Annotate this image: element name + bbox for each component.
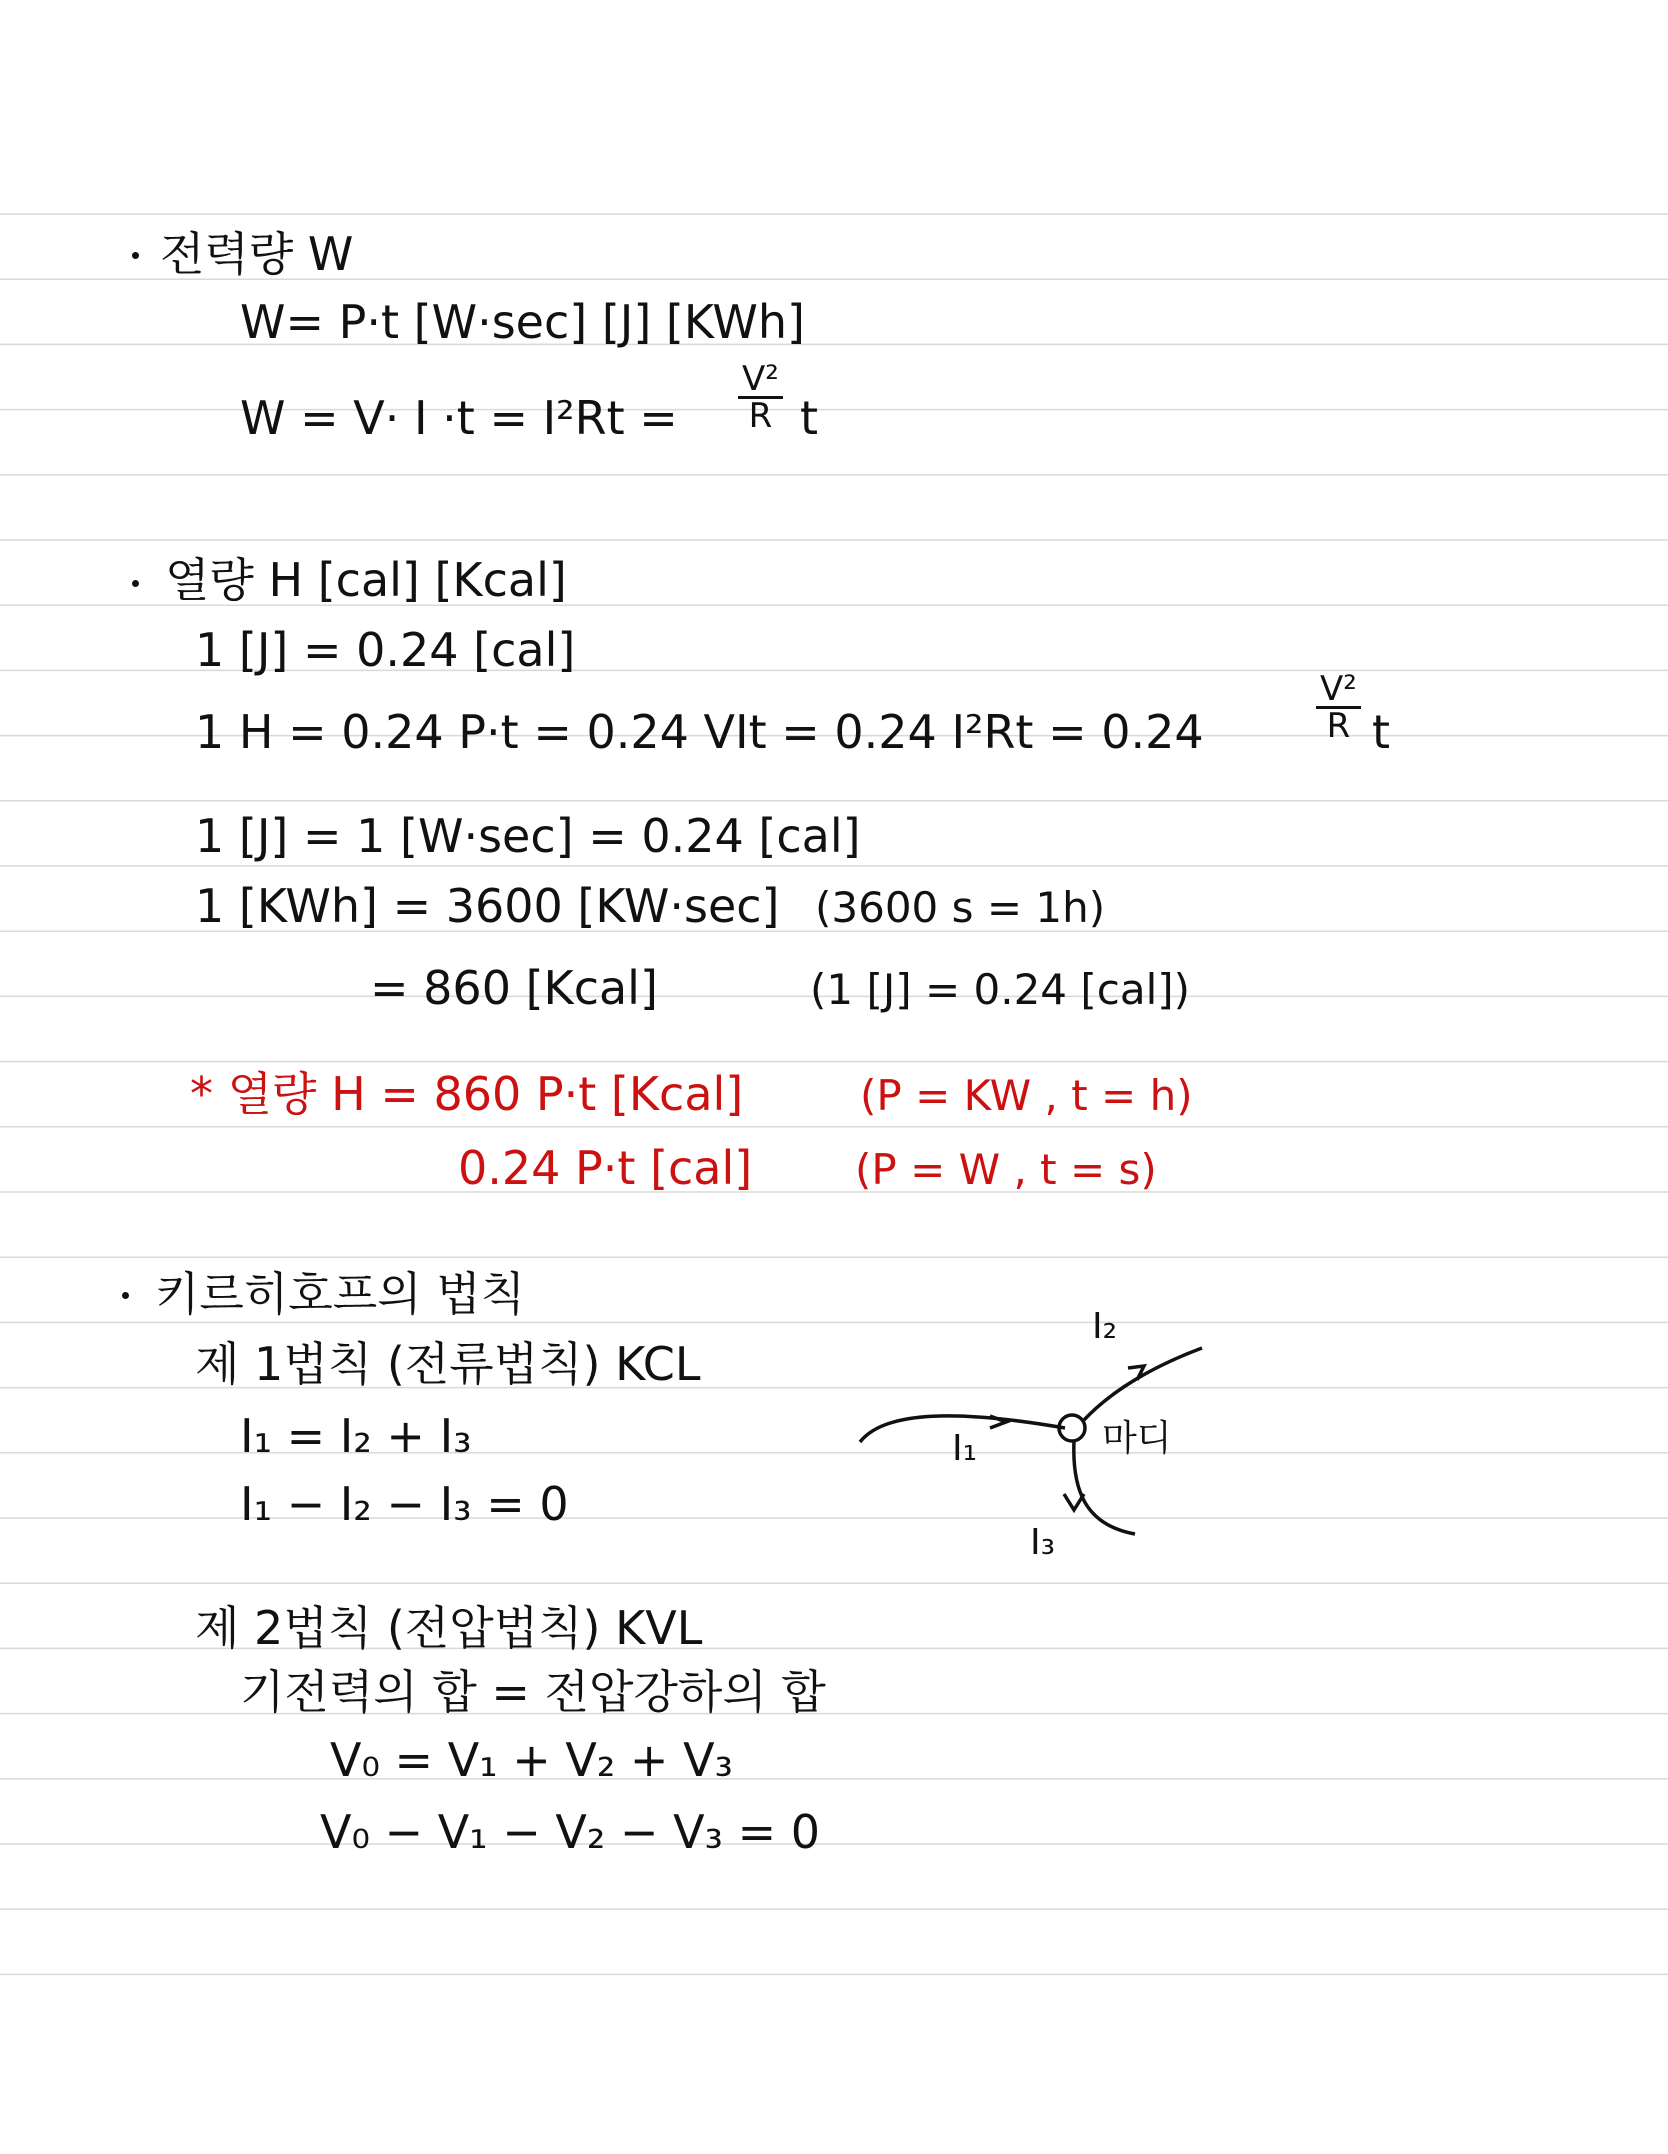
kcl-title: 제 1법칙 (전류법칙) KCL (195, 1337, 701, 1391)
kcl-equation-2: I₁ − I₂ − I₃ = 0 (240, 1477, 569, 1531)
diagram-label-i2: I₂ (1092, 1306, 1118, 1347)
fraction-numerator: V² (738, 362, 783, 399)
heat-formula-4: 1 [KWh] = 3600 [KW·sec] (195, 879, 780, 933)
heat-summary-red-2: 0.24 P·t [cal] (458, 1141, 753, 1195)
energy-heading: 전력량 W (160, 227, 354, 281)
heat-summary-red-1-note: (P = KW , t = h) (860, 1071, 1193, 1120)
energy-formula-2: W = V· I ·t = I²Rt = (240, 391, 678, 445)
heat-formula-5-note: (1 [J] = 0.24 [cal]) (810, 965, 1191, 1014)
kvl-equation-2: V₀ − V₁ − V₂ − V₃ = 0 (320, 1805, 821, 1859)
heat-fraction (1316, 669, 1361, 746)
kcl-equation-1: I₁ = I₂ + I₃ (240, 1409, 472, 1463)
fraction-numerator: V² (1316, 672, 1361, 709)
fraction-denominator: R (1326, 706, 1351, 746)
energy-formula-2-tail: t (800, 391, 819, 445)
arrow-i3-icon (1064, 1494, 1084, 1510)
diagram-label-i3: I₃ (1030, 1522, 1056, 1563)
kirchhoff-heading: 키르히호프의 법칙 (155, 1267, 526, 1321)
heat-formula-1: 1 [J] = 0.24 [cal] (195, 623, 576, 677)
heat-formula-4-note: (3600 s = 1h) (815, 883, 1106, 932)
heat-summary-red-1: * 열량 H = 860 P·t [Kcal] (190, 1067, 744, 1121)
heat-formula-2-tail: t (1372, 705, 1391, 759)
energy-fraction (738, 359, 783, 436)
kvl-title: 제 2법칙 (전압법칙) KVL (195, 1601, 703, 1655)
heat-formula-2: 1 H = 0.24 P·t = 0.24 VIt = 0.24 I²Rt = 0.24 (195, 705, 1204, 759)
kcl-node-diagram (840, 1300, 1260, 1590)
diagram-node-label: 마디 (1102, 1418, 1172, 1459)
bullet-heat (132, 580, 139, 587)
heat-summary-red-2-note: (P = W , t = s) (855, 1145, 1157, 1194)
kvl-equation-1: V₀ = V₁ + V₂ + V₃ (330, 1733, 733, 1787)
bullet-kirchhoff (122, 1292, 129, 1299)
bullet-energy (132, 252, 139, 259)
heat-formula-3: 1 [J] = 1 [W·sec] = 0.24 [cal] (195, 809, 861, 863)
kvl-description: 기전력의 합 = 전압강하의 합 (240, 1665, 826, 1719)
heat-heading: 열량 H [cal] [Kcal] (165, 553, 567, 607)
diagram-label-i1: I₁ (952, 1428, 978, 1469)
fraction-denominator: R (748, 396, 773, 436)
energy-formula-1: W= P·t [W·sec] [J] [KWh] (240, 295, 805, 349)
heat-formula-5: = 860 [Kcal] (370, 961, 658, 1015)
